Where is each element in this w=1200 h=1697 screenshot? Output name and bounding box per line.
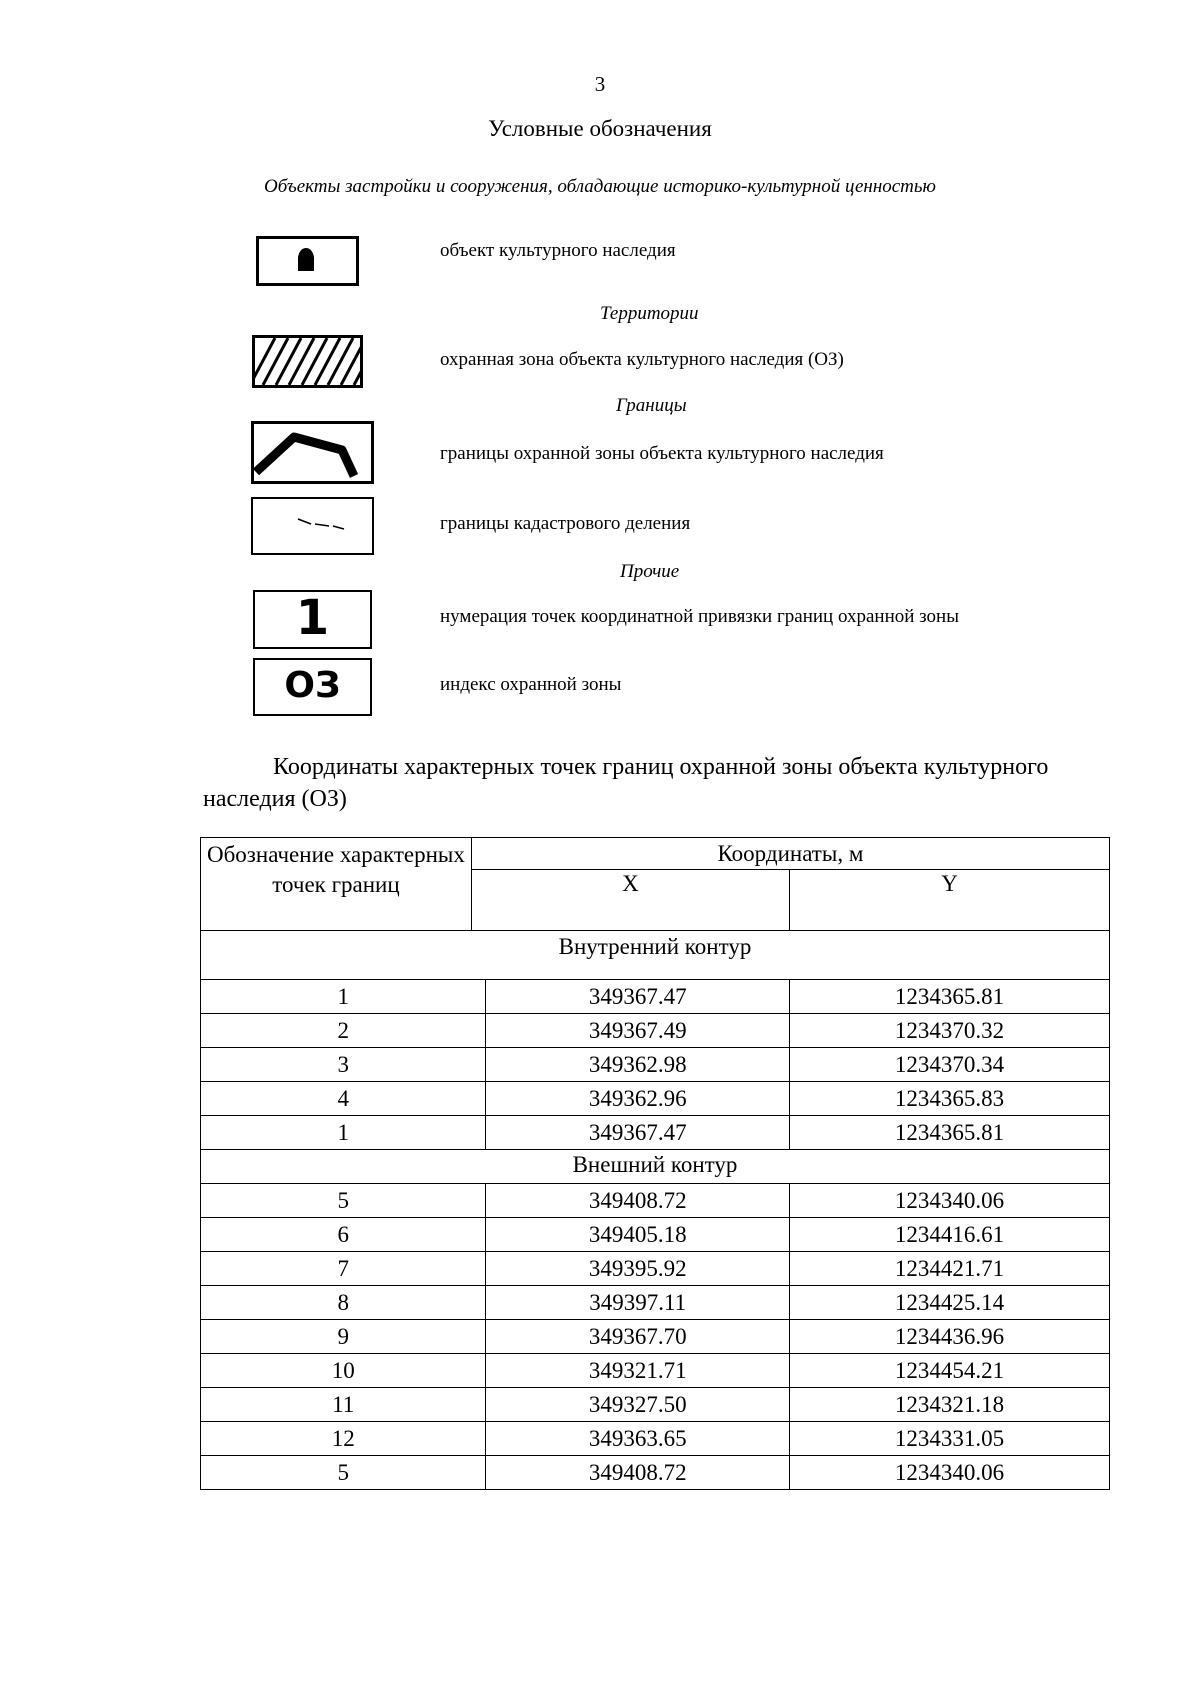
heritage-object-symbol [256,236,359,286]
coordinates-table [200,837,1110,1490]
cell-point: 8 [201,1286,486,1320]
cell-x: 349408.72 [486,1456,790,1490]
legend-section-borders: Границы [616,395,687,416]
cadastral-border-symbol [251,497,374,555]
cell-y: 1234340.06 [790,1456,1110,1490]
header-y: Y [790,870,1110,931]
cell-point: 11 [201,1388,486,1422]
inner-contour-title: Внутренний контур [201,931,1110,980]
cell-y: 1234365.81 [790,1116,1110,1150]
legend-text-protection-zone: охранная зона объекта культурного наследия (ОЗ) [440,349,844,370]
legend-section-other: Прочие [620,561,680,582]
table-row [201,1048,1110,1082]
cell-point: 10 [201,1354,486,1388]
legend-text-point-numbering: нумерация точек координатной привязки границ охранной зоны [440,606,959,627]
cell-x: 349405.18 [486,1218,790,1252]
cell-y: 1234454.21 [790,1354,1110,1388]
cell-point: 2 [201,1014,486,1048]
table-row [201,1320,1110,1354]
legend-title: Условные обозначения [488,116,712,141]
hatch-pattern-icon [255,338,360,385]
cell-y: 1234370.32 [790,1014,1110,1048]
table-row [201,1116,1110,1150]
cell-x: 349362.98 [486,1048,790,1082]
cell-x: 349363.65 [486,1422,790,1456]
cell-y: 1234370.34 [790,1048,1110,1082]
legend-section-buildings: Объекты застройки и сооружения, обладающие историко-культурной ценностью [264,176,936,197]
cell-x: 349395.92 [486,1252,790,1286]
cell-x: 349367.47 [486,1116,790,1150]
cell-x: 349367.70 [486,1320,790,1354]
zone-border-symbol [251,421,374,484]
outer-contour-title: Внешний контур [201,1150,1110,1184]
cell-x: 349367.49 [486,1014,790,1048]
cell-point: 1 [201,1116,486,1150]
legend-text-zone-border: границы охранной зоны объекта культурного наследия [440,443,884,464]
cell-point: 4 [201,1082,486,1116]
cell-y: 1234365.81 [790,980,1110,1014]
cell-x: 349321.71 [486,1354,790,1388]
table-row [201,1286,1110,1320]
cell-y: 1234425.14 [790,1286,1110,1320]
page-number: 3 [594,72,606,96]
table-row [201,1354,1110,1388]
monument-icon [259,239,356,283]
cell-point: 1 [201,980,486,1014]
header-point-designation: Обозначение характерных точек границ [201,838,472,931]
protection-zone-symbol [252,335,363,388]
table-row [201,1252,1110,1286]
legend-text-cadastral-border: границы кадастрового деления [440,513,691,534]
header-coordinates: Координаты, м [471,838,1109,870]
cell-x: 349327.50 [486,1388,790,1422]
header-x: X [471,870,789,931]
table-row [201,1184,1110,1218]
cell-point: 7 [201,1252,486,1286]
inner-contour-rows [201,980,1110,1150]
cell-point: 5 [201,1456,486,1490]
table-row [201,1014,1110,1048]
cell-y: 1234416.61 [790,1218,1110,1252]
cell-x: 349397.11 [486,1286,790,1320]
cell-y: 1234436.96 [790,1320,1110,1354]
point-number-symbol: 1 [253,590,372,649]
cell-point: 5 [201,1184,486,1218]
table-caption: Координаты характерных точек границ охранной зоны объекта культурного наследия (ОЗ) [203,754,1049,812]
legend-section-territories: Территории [600,303,699,324]
cell-y: 1234365.83 [790,1082,1110,1116]
legend-text-zone-index: индекс охранной зоны [440,674,622,695]
table-row [201,1218,1110,1252]
table-row [201,1082,1110,1116]
cell-x: 349367.47 [486,980,790,1014]
table-row [201,1388,1110,1422]
cell-point: 3 [201,1048,486,1082]
cell-point: 12 [201,1422,486,1456]
table-row [201,1422,1110,1456]
legend-text-heritage-object: объект культурного наследия [440,240,676,261]
polyline-border-icon [254,424,371,481]
cell-y: 1234321.18 [790,1388,1110,1422]
cell-x: 349362.96 [486,1082,790,1116]
cell-y: 1234331.05 [790,1422,1110,1456]
cell-point: 6 [201,1218,486,1252]
table-row [201,980,1110,1014]
cell-y: 1234340.06 [790,1184,1110,1218]
cell-x: 349408.72 [486,1184,790,1218]
cell-y: 1234421.71 [790,1252,1110,1286]
outer-contour-rows [201,1184,1110,1490]
zone-index-symbol: ОЗ [253,658,372,716]
table-row [201,1456,1110,1490]
cell-point: 9 [201,1320,486,1354]
dashed-line-icon [253,499,372,553]
